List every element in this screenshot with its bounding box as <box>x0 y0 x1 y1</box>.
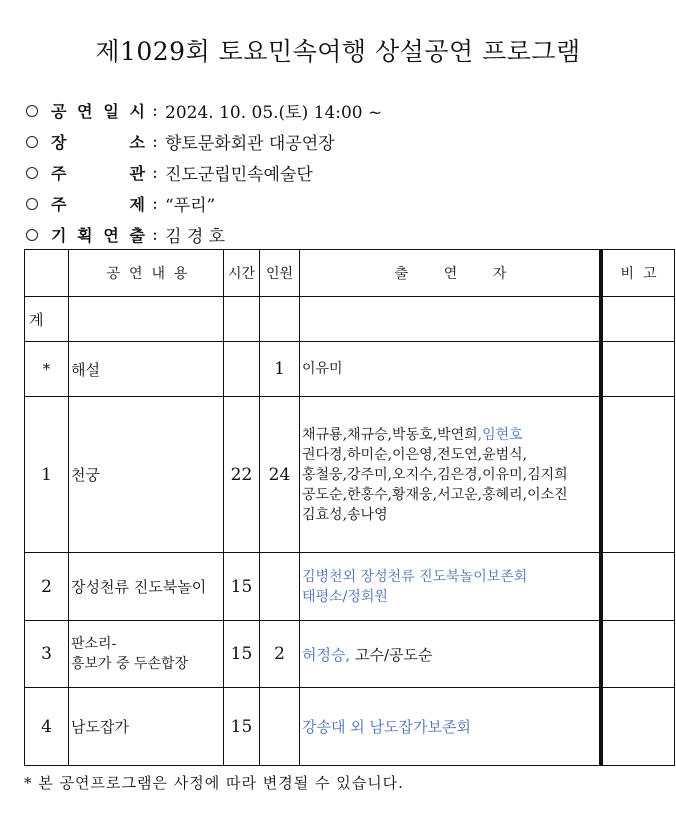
colon: : <box>152 193 158 214</box>
colon: : <box>152 100 158 121</box>
performer-line <box>302 465 599 485</box>
performer-line <box>302 587 599 607</box>
cell-no: 1 <box>25 397 69 553</box>
performer-names-highlight: 허정승, <box>302 645 356 664</box>
label-char: 장 <box>51 133 67 152</box>
colon: : <box>152 162 158 183</box>
info-row-date <box>24 95 382 126</box>
cell-time <box>224 342 260 397</box>
info-row-director <box>24 219 382 250</box>
performer-names: 고수/공도순 <box>355 645 433 664</box>
content-line: 흥보가 중 두손합장 <box>71 656 189 672</box>
info-value-director: 김 경 호 <box>165 227 226 247</box>
cell-performers <box>300 553 602 621</box>
performer-names-highlight: 태평소/정회원 <box>302 588 388 605</box>
table-row-total <box>25 297 675 342</box>
cell-people <box>260 688 300 766</box>
info-row-host <box>24 157 382 188</box>
cell-content: 천궁 <box>69 397 224 553</box>
label-char: 연 <box>103 226 119 245</box>
label-char: 획 <box>77 226 93 245</box>
header-people: 인원 <box>260 250 300 297</box>
header-time: 시간 <box>224 250 260 297</box>
footnote: * 본 공연프로그램은 사정에 따라 변경될 수 있습니다. <box>24 774 404 792</box>
info-label-director <box>51 223 145 246</box>
info-value-host: 진도군립민속예술단 <box>165 165 313 185</box>
cell-note <box>601 342 675 397</box>
cell-note <box>601 688 675 766</box>
cell-performers <box>300 688 602 766</box>
label-char: 기 <box>51 226 67 245</box>
performer-names: 이유미 <box>302 361 343 377</box>
performer-line <box>302 485 599 505</box>
info-value-date: 2024. 10. 05.(토) 14:00 ~ <box>165 103 383 123</box>
table-header-row <box>25 250 675 297</box>
performer-names-highlight: 김병천외 장성천류 진도북놀이보존회 <box>302 568 528 585</box>
label-char: 시 <box>129 102 145 121</box>
performer-names: 권다경,하미순,이은영,전도연,윤범식, <box>302 446 528 463</box>
cell-note <box>601 397 675 553</box>
performer-line <box>302 425 599 445</box>
performer-names: 홍철웅,강주미,오지수,김은경,이유미,김지희 <box>302 466 568 483</box>
cell-time: 15 <box>224 553 260 621</box>
cell-no: 2 <box>25 553 69 621</box>
cell-time: 15 <box>224 688 260 766</box>
event-info-list <box>24 95 382 250</box>
cell-no: * <box>25 342 69 397</box>
label-char: 출 <box>129 226 145 245</box>
info-row-theme <box>24 188 382 219</box>
performer-line <box>302 505 599 525</box>
performer-names: 공도순,한홍수,황재웅,서고운,홍혜리,이소진 <box>302 486 568 503</box>
circle-bullet-icon <box>26 105 38 117</box>
cell-no: 3 <box>25 621 69 688</box>
cell-people: 2 <box>260 621 300 688</box>
cell-people: 1 <box>260 342 300 397</box>
performer-names: 김효성,송나영 <box>302 506 388 523</box>
cell-time: 15 <box>224 621 260 688</box>
cell-content: 남도잡가 <box>69 688 224 766</box>
info-value-venue: 향토문화회관 대공연장 <box>165 134 335 154</box>
label-char: 주 <box>51 195 67 214</box>
cell-time: 22 <box>224 397 260 553</box>
performer-names-highlight: ,임현호 <box>477 426 523 443</box>
performer-names: 채규룡,채규승,박동호,박연희 <box>302 426 478 443</box>
cell-note <box>601 297 675 342</box>
cell-content <box>69 297 224 342</box>
info-label-theme <box>51 192 145 215</box>
cell-people <box>260 553 300 621</box>
header-no <box>25 250 69 297</box>
cell-performers <box>300 342 602 397</box>
label-char: 소 <box>129 133 145 152</box>
label-char: 관 <box>129 164 145 183</box>
performer-line <box>302 359 599 379</box>
header-note: 비 고 <box>601 250 675 297</box>
performer-line <box>302 567 599 587</box>
label-char: 연 <box>77 102 93 121</box>
label-char: 제 <box>129 195 145 214</box>
cell-time <box>224 297 260 342</box>
cell-note <box>601 553 675 621</box>
table-row <box>25 553 675 621</box>
header-content: 공 연 내 용 <box>69 250 224 297</box>
cell-no: 4 <box>25 688 69 766</box>
circle-bullet-icon <box>26 198 38 210</box>
cell-performers <box>300 397 602 553</box>
label-char: 일 <box>103 102 119 121</box>
cell-content: 해설 <box>69 342 224 397</box>
info-row-venue <box>24 126 382 157</box>
program-table <box>24 249 675 766</box>
header-performers: 출 연 자 <box>300 250 602 297</box>
info-label-host <box>51 161 145 184</box>
table-row <box>25 342 675 397</box>
table-row <box>25 397 675 553</box>
cell-content <box>69 621 224 688</box>
cell-people <box>260 297 300 342</box>
cell-note <box>601 621 675 688</box>
cell-performers <box>300 297 602 342</box>
info-label-date <box>51 99 145 122</box>
circle-bullet-icon <box>26 167 38 179</box>
label-char: 공 <box>51 102 67 121</box>
performer-line <box>302 445 599 465</box>
colon: : <box>152 224 158 245</box>
circle-bullet-icon <box>26 136 38 148</box>
cell-people: 24 <box>260 397 300 553</box>
page-title: 제1029회 토요민속여행 상설공연 프로그램 <box>95 37 581 66</box>
cell-content: 장성천류 진도북놀이 <box>69 553 224 621</box>
info-value-theme: “푸리” <box>165 196 216 216</box>
content-line: 판소리- <box>71 636 117 652</box>
circle-bullet-icon <box>26 229 38 241</box>
table-row <box>25 688 675 766</box>
cell-no: 계 <box>25 297 69 342</box>
info-label-venue <box>51 130 145 153</box>
performer-names-highlight: 강송대 외 남도잡가보존회 <box>302 718 471 736</box>
colon: : <box>152 131 158 152</box>
cell-performers <box>300 621 602 688</box>
label-char: 주 <box>51 164 67 183</box>
table-row <box>25 621 675 688</box>
